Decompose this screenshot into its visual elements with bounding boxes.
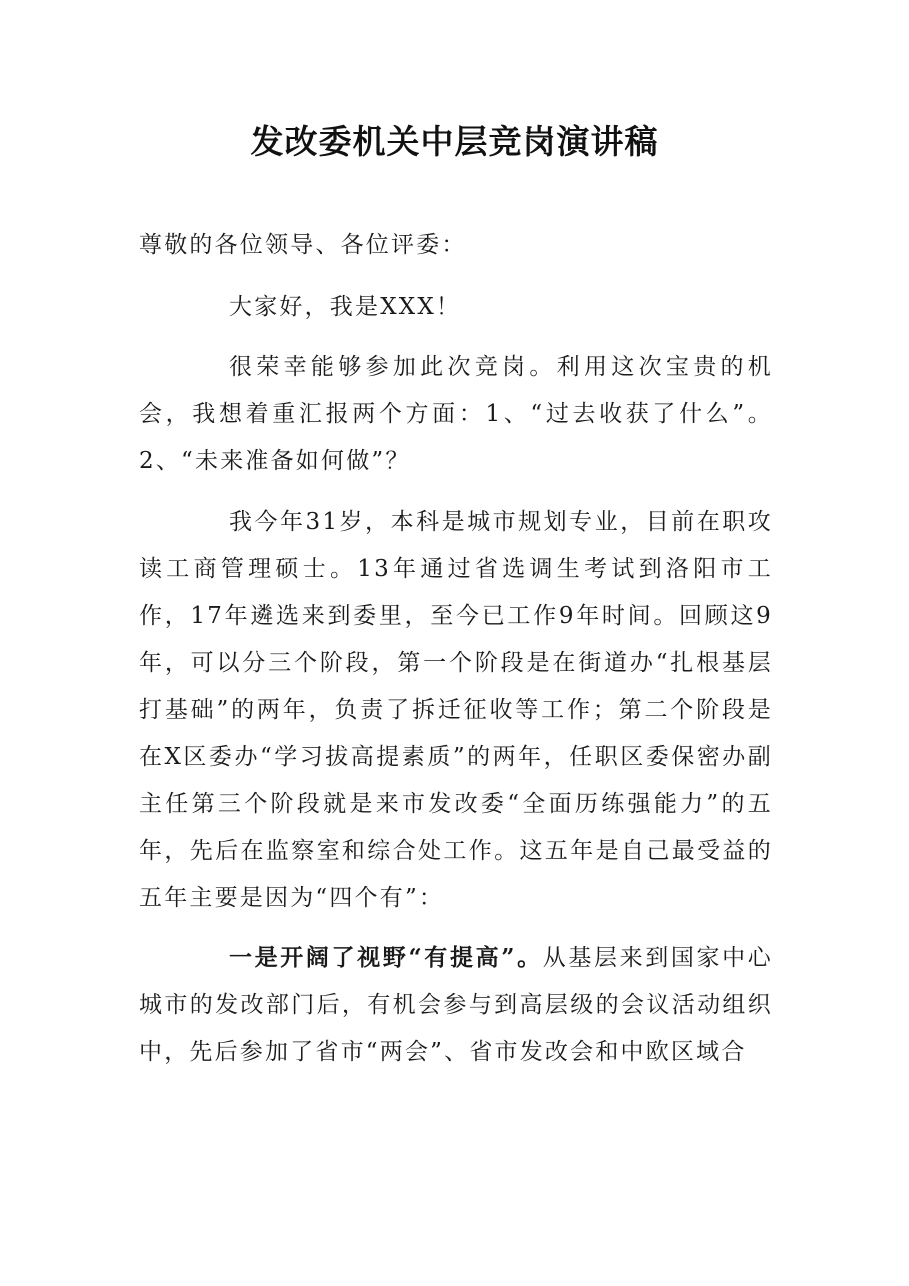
point-one-body: 从基层来到国家中心城市的发改部门后，有机会参与到高层级的会议活动组织中，先后参加了省市“两会”、省市发改会和中欧区域合: [139, 945, 773, 1065]
point-one-heading: 一是开阔了视野“有提高”。: [229, 944, 543, 971]
paragraph-point-one: [139, 934, 773, 1076]
paragraph-intro: 很荣幸能够参加此次竞岗。利用这次宝贵的机会，我想着重汇报两个方面：1、“过去收获了什么”。2、“未来准备如何做”？: [139, 354, 773, 474]
paragraph-greeting: 大家好，我是XXX！: [229, 294, 462, 320]
paragraph-background: 我今年31岁，本科是城市规划专业，目前在职攻读工商管理硕士。13年通过省选调生考试到洛阳市工作，17年遴选来到委里，至今已工作9年时间。回顾这9年，可以分三个阶段，第一个阶段是在街道办“扎根基层打基础”的两年，负责了拆迁征收等工作；第二个阶段是在X区委办“学习拔高提素质”的两年，任职区委保密办副主任第三个阶段就是来市发改委“全面历练强能力”的五年，先后在监察室和综合处工作。这五年是自己最受益的五年主要是因为“四个有”：: [139, 509, 773, 911]
page-title: 发改委机关中层竞岗演讲稿: [250, 122, 659, 161]
salutation: 尊敬的各位领导、各位评委：: [139, 232, 467, 258]
